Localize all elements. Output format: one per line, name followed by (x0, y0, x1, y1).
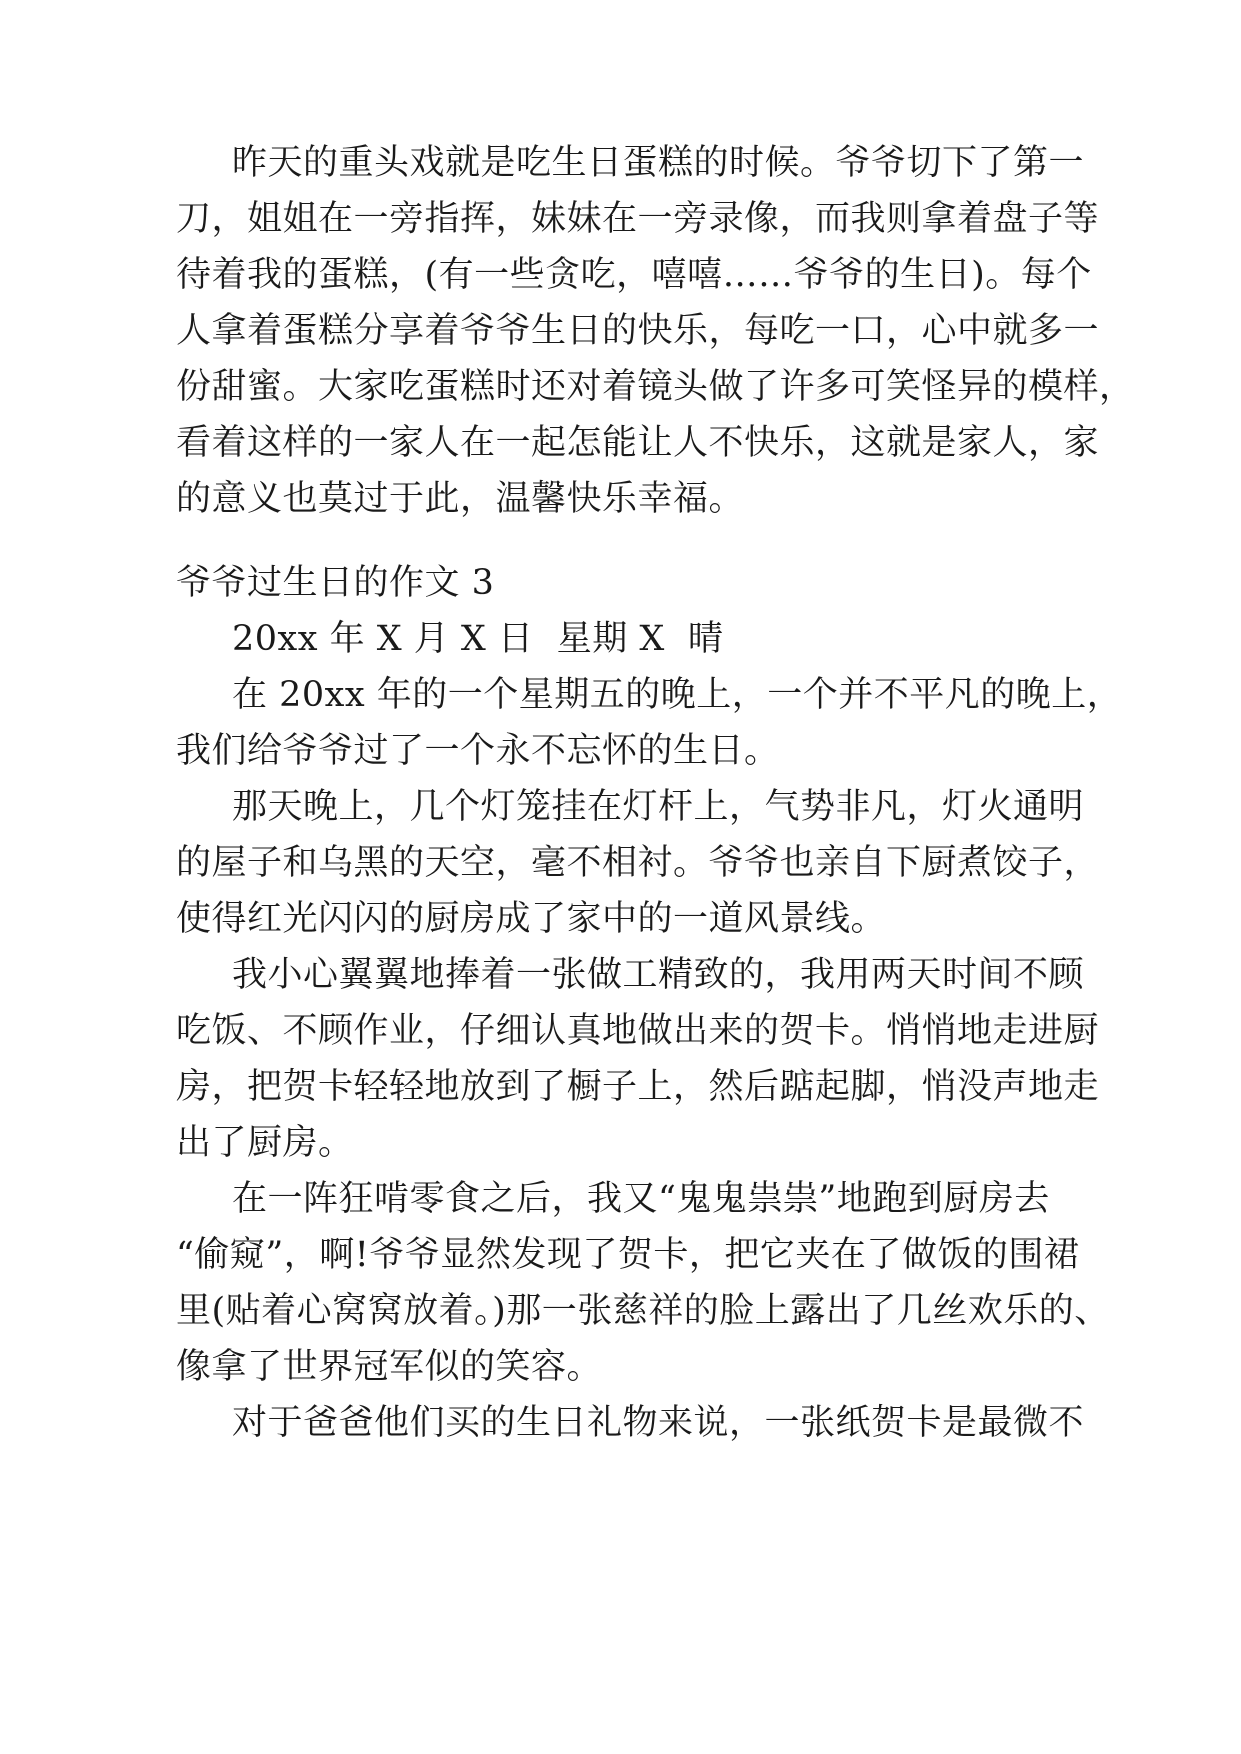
text-line: 看着这样的一家人在一起怎能让人不快乐，这就是家人，家 (176, 423, 1100, 463)
text-line: 我小心翼翼地捧着一张做工精致的，我用两天时间不顾 (232, 955, 1085, 995)
text-line: “偷窥”，啊!爷爷显然发现了贺卡，把它夹在了做饭的围裙 (176, 1235, 1080, 1275)
text-line: 在一阵狂啃零食之后，我又“鬼鬼祟祟”地跑到厨房去 (232, 1179, 1050, 1219)
date-line: 20xx 年 X 月 X 日 星期 X 晴 (232, 619, 724, 659)
text-line: 里(贴着心窝窝放着。)那一张慈祥的脸上露出了几丝欢乐的、 (176, 1291, 1110, 1331)
text-line: 像拿了世界冠军似的笑容。 (176, 1347, 603, 1387)
text-line: 的屋子和乌黑的天空，毫不相衬。爷爷也亲自下厨煮饺子， (176, 843, 1100, 883)
section-heading: 爷爷过生日的作文 3 (176, 563, 495, 603)
text-line: 吃饭、不顾作业，仔细认真地做出来的贺卡。悄悄地走进厨 (176, 1011, 1100, 1051)
text-line: 对于爸爸他们买的生日礼物来说，一张纸贺卡是最微不 (232, 1403, 1085, 1443)
text-line: 人拿着蛋糕分享着爷爷生日的快乐，每吃一口，心中就多一 (176, 311, 1100, 351)
text-line: 刀，姐姐在一旁指挥，妹妹在一旁录像，而我则拿着盘子等 (176, 199, 1100, 239)
text-line: 份甜蜜。大家吃蛋糕时还对着镜头做了许多可笑怪异的模样， (176, 367, 1135, 407)
text-line: 房，把贺卡轻轻地放到了橱子上，然后踮起脚，悄没声地走 (176, 1067, 1100, 1107)
text-line: 使得红光闪闪的厨房成了家中的一道风景线。 (176, 899, 887, 939)
text-line: 我们给爷爷过了一个永不忘怀的生日。 (176, 731, 780, 771)
text-line: 待着我的蛋糕，(有一些贪吃，嘻嘻……爷爷的生日)。每个 (176, 255, 1092, 295)
text-line: 的意义也莫过于此，温馨快乐幸福。 (176, 479, 745, 519)
text-line: 在 20xx 年的一个星期五的晚上，一个并不平凡的晚上， (232, 675, 1123, 715)
text-line: 昨天的重头戏就是吃生日蛋糕的时候。爷爷切下了第一 (232, 143, 1085, 183)
text-line: 那天晚上，几个灯笼挂在灯杆上，气势非凡，灯火通明 (232, 787, 1085, 827)
text-line: 出了厨房。 (176, 1123, 354, 1163)
